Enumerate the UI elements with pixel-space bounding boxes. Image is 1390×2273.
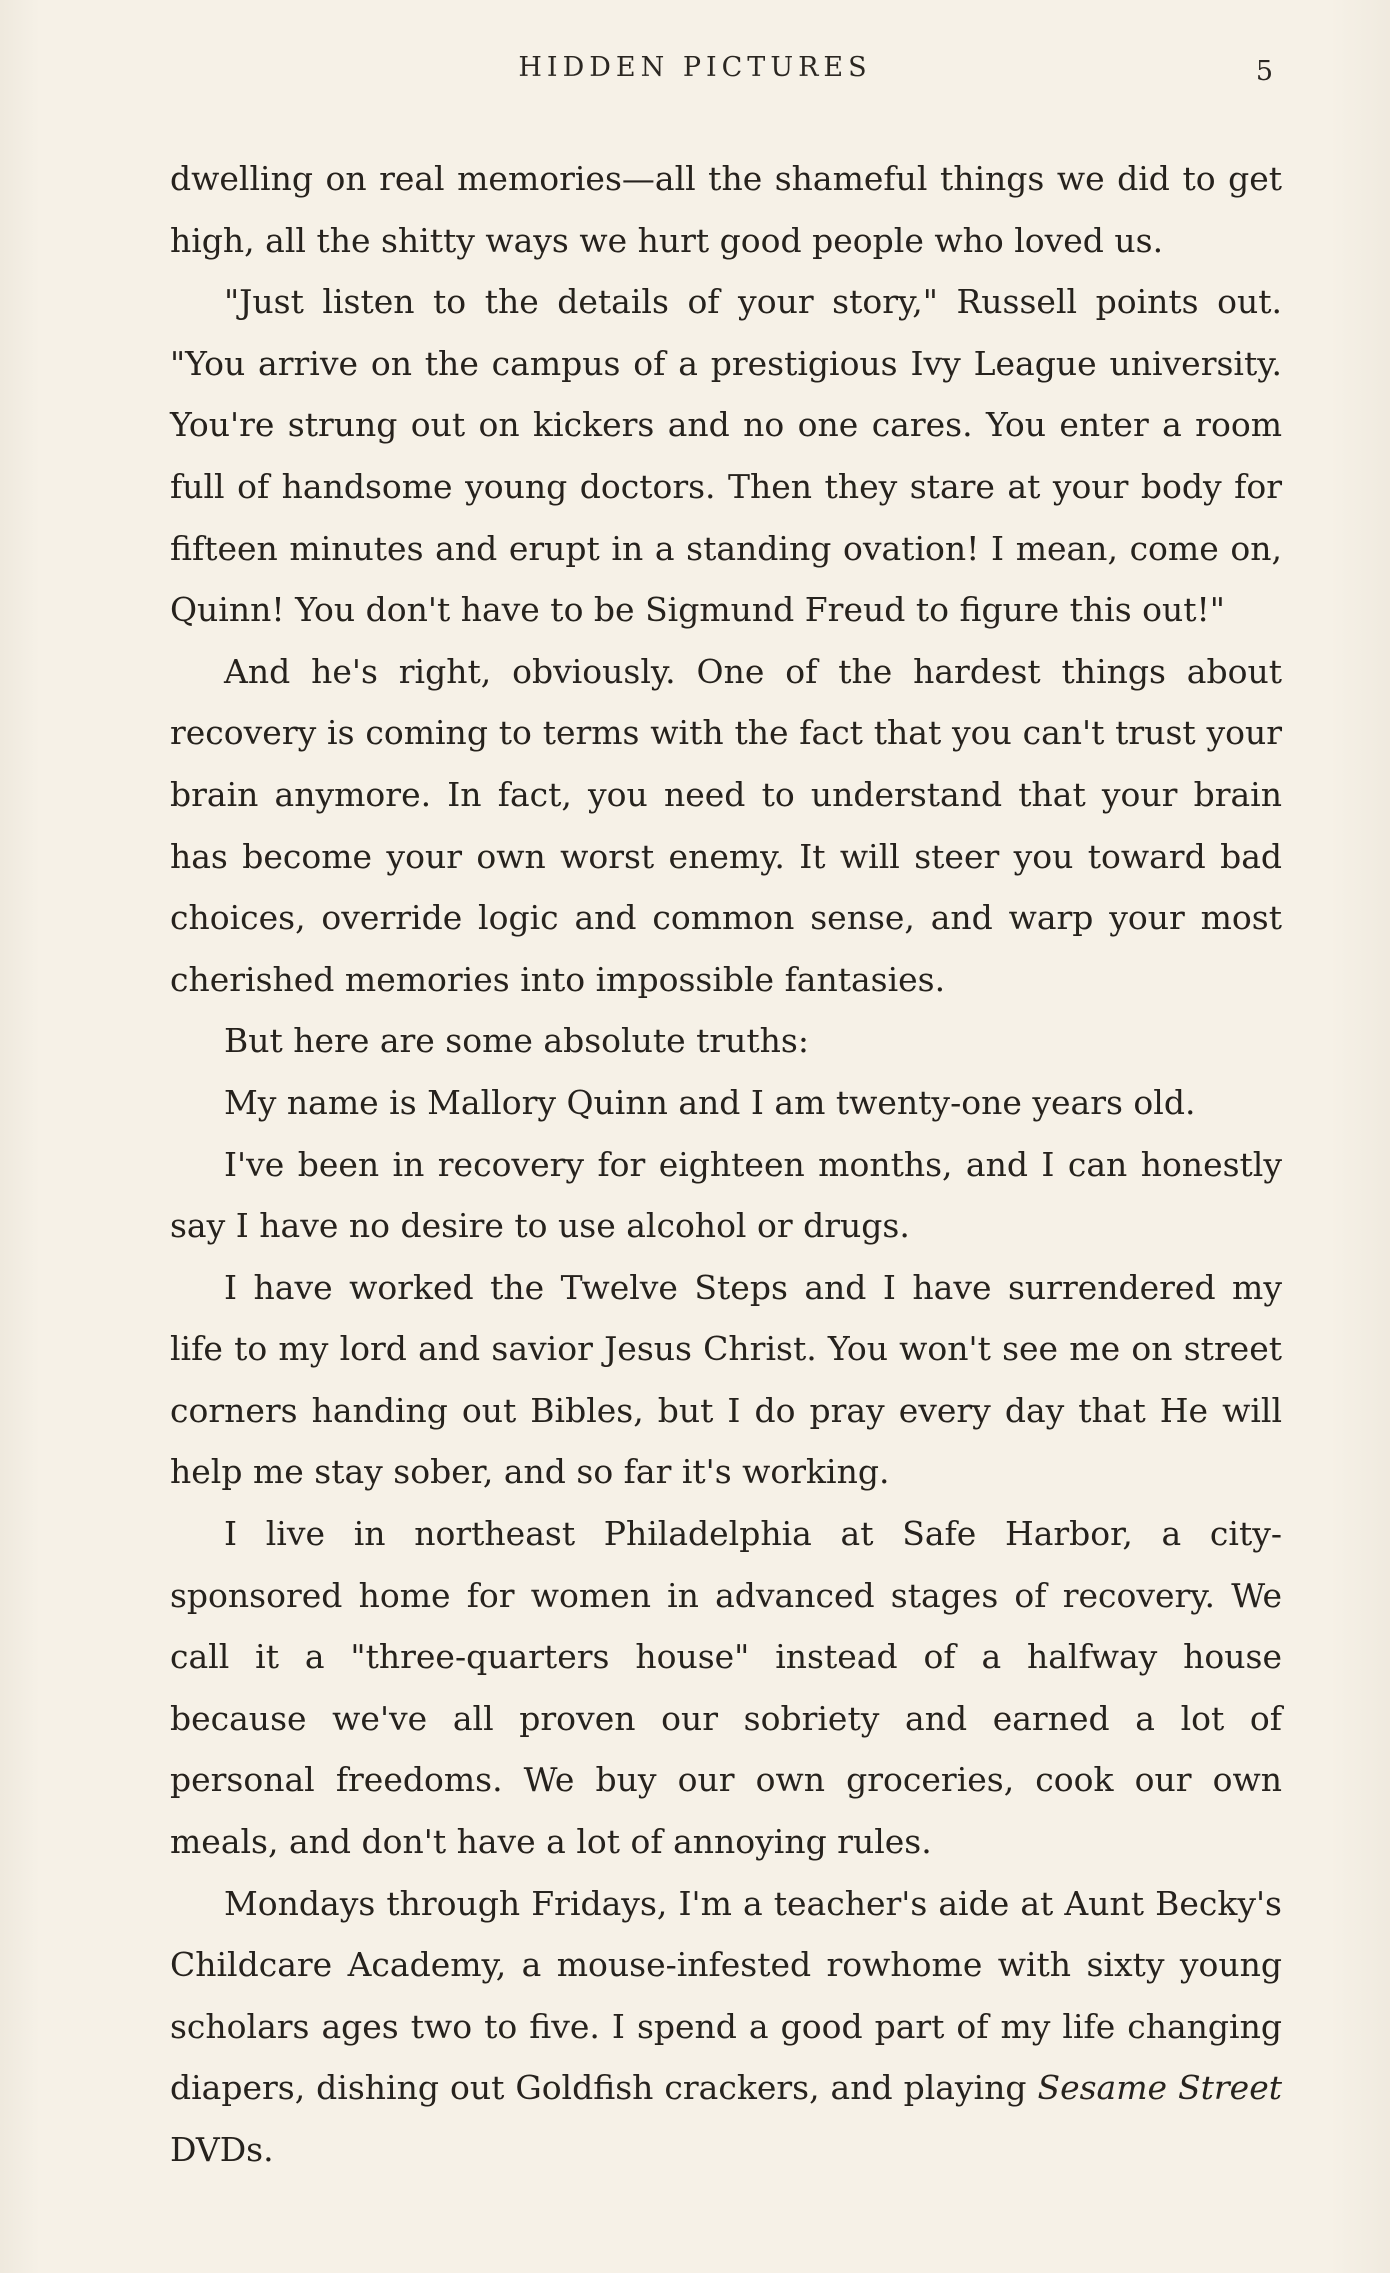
page-number: 5 bbox=[1255, 56, 1273, 87]
paragraph-safe-harbor: I live in northeast Philadelphia at Safe Harbor, a city-sponsored home for women in advanced stages of recovery. We call it a "three-quarters house" instead of a halfway house because we've all proven our sobriety and earned a lot of personal freedoms. We buy our own groceries, cook our own meals, and don't have a lot of annoying rules. bbox=[170, 1514, 1282, 1862]
running-title: HIDDEN PICTURES bbox=[518, 52, 872, 83]
body-text bbox=[170, 148, 1282, 2181]
paragraph-sobriety: I've been in recovery for eighteen months, and I can honestly say I have no desire to use alcohol or drugs. bbox=[170, 1144, 1282, 1246]
paragraph-recovery: And he's right, obviously. One of the hardest things about recovery is coming to terms with the fact that you can't trust your brain anymore. In fact, you need to understand that your brain has become your own worst enemy. It will steer you toward bad choices, override logic and common sense, and warp your most cherished memories into impossible fantasies. bbox=[170, 651, 1282, 999]
paragraph-childcare-end: DVDs. bbox=[170, 2130, 274, 2169]
paragraph-childcare bbox=[170, 1873, 1282, 2181]
paragraph-childcare-text: Mondays through Fridays, I'm a teacher's aide at Aunt Becky's Childcare Academy, a mouse-infested rowhome with sixty young scholars ages two to five. I spend a good part of my life changing diapers, dishing out Goldfish crackers, and playing bbox=[170, 1883, 1282, 2108]
paragraph-continued: dwelling on real memories—all the shameful things we did to get high, all the shitty ways we hurt good people who loved us. bbox=[170, 159, 1282, 260]
paragraph-truths-intro: But here are some absolute truths: bbox=[224, 1021, 809, 1061]
paragraph-name: My name is Mallory Quinn and I am twenty-one years old. bbox=[224, 1082, 1196, 1122]
paragraph-faith: I have worked the Twelve Steps and I have surrendered my life to my lord and savior Jesus Christ. You won't see me on street corners handing out Bibles, but I do pray every day that He will help me stay sober, and so far it's working. bbox=[170, 1267, 1282, 1492]
running-head bbox=[0, 52, 1390, 92]
italic-title: Sesame Street bbox=[1037, 2068, 1282, 2108]
paragraph-russell-quote: "Just listen to the details of your story," Russell points out. "You arrive on the campus of a prestigious Ivy League university. You're strung out on kickers and no one cares. You enter a room full of handsome young doctors. Then they stare at your body for fifteen minutes and erupt in a standing ovation! I mean, come on, Quinn! You don't have to be Sigmund Freud to figure this out!" bbox=[170, 282, 1282, 630]
